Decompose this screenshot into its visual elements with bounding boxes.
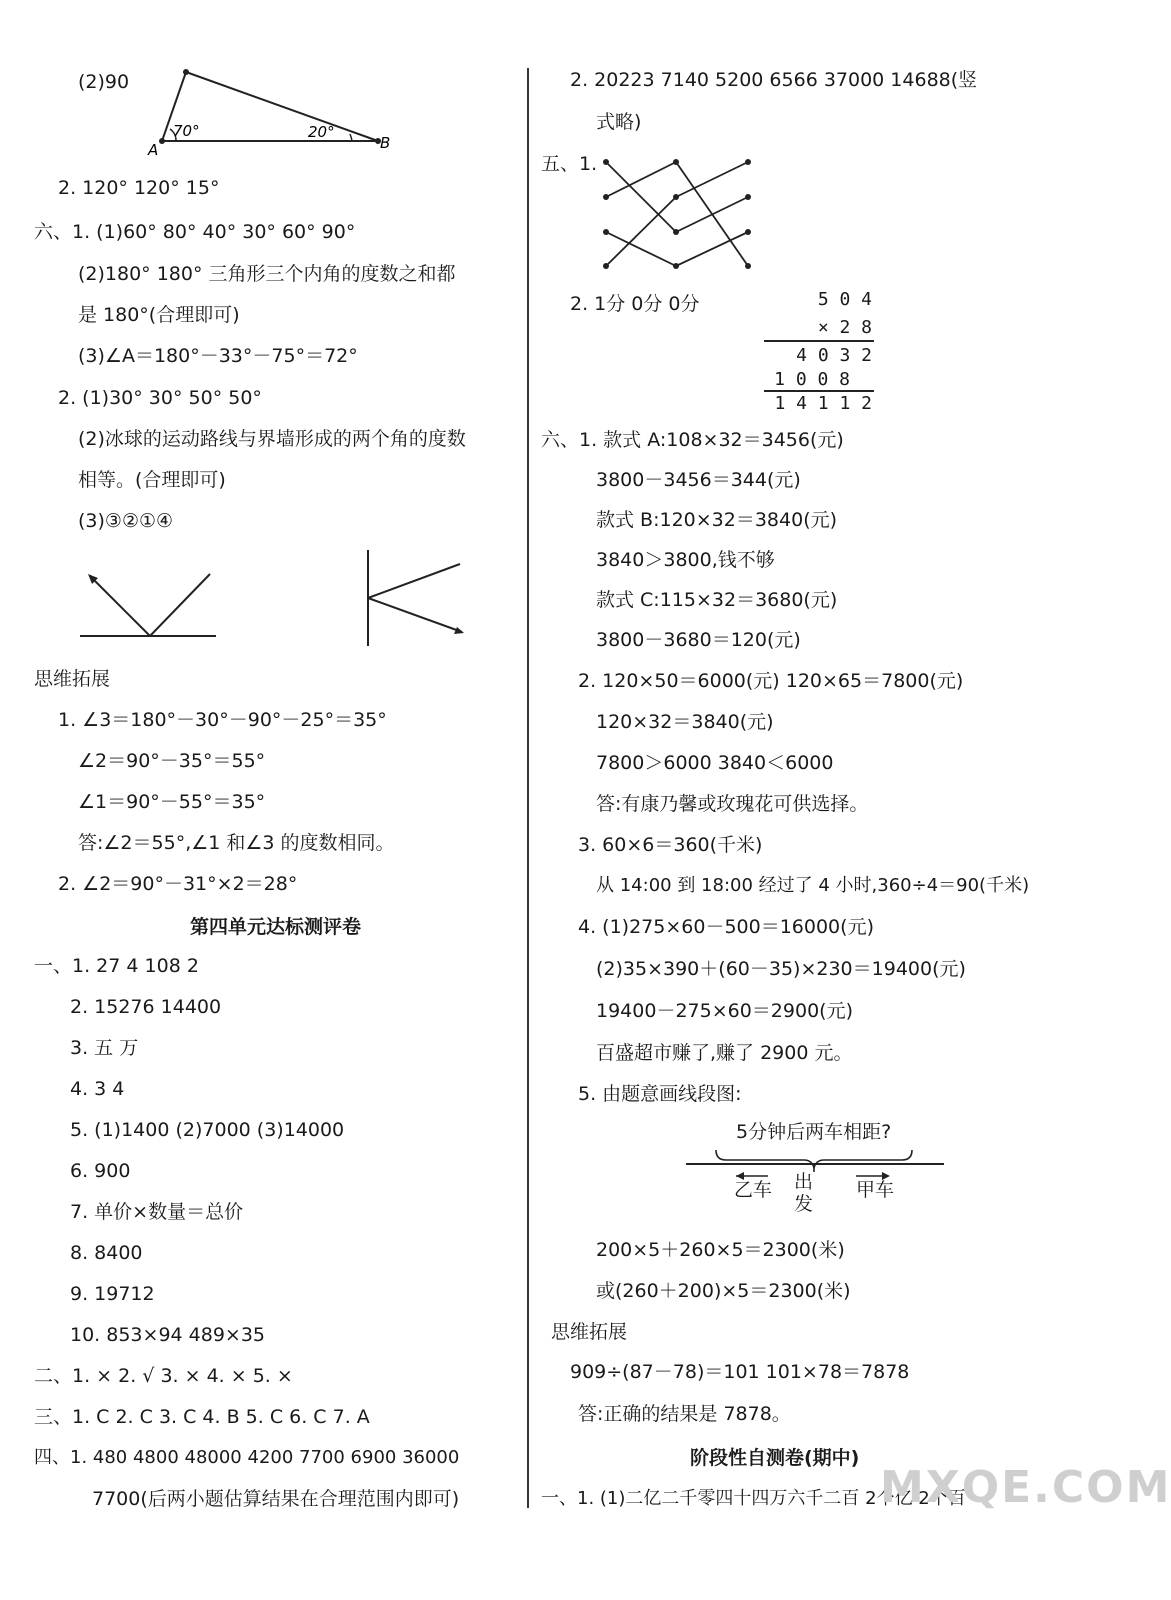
calc-row: 1 4 1 1 2: [774, 393, 872, 414]
answer-line: 四、1. 480 4800 48000 4200 7700 6900 36000: [34, 1447, 460, 1468]
answer-line: 2. 120° 120° 15°: [58, 177, 220, 199]
calc-row: × 2 8: [817, 317, 872, 338]
answer-line: 909÷(87－78)＝101 101×78＝7878: [570, 1361, 910, 1383]
answer-line: 从 14:00 到 18:00 经过了 4 小时,360÷4＝90(千米): [596, 875, 1030, 896]
diagram-question: 5分钟后两车相距?: [736, 1121, 892, 1143]
section-heading: 思维拓展: [551, 1321, 628, 1343]
answer-line: 2. 120×50＝6000(元) 120×65＝7800(元): [578, 670, 964, 692]
answer-line: 一、1. 27 4 108 2: [34, 955, 199, 977]
reflection-figure-1: [80, 568, 220, 640]
answer-line: 7700(后两小题估算结果在合理范围内即可): [92, 1488, 460, 1510]
answer-line: 款式 B:120×32＝3840(元): [596, 509, 838, 531]
answer-line: 10. 853×94 489×35: [70, 1324, 266, 1346]
answer-line: (3)∠A＝180°－33°－75°＝72°: [78, 345, 358, 367]
start-label: 发: [794, 1193, 814, 1215]
answer-line: 款式 C:115×32＝3680(元): [596, 589, 838, 611]
answer-line: (2)180° 180° 三角形三个内角的度数之和都: [78, 263, 456, 285]
answer-line: 5. 由题意画线段图:: [578, 1083, 742, 1105]
answer-line: (2)90: [78, 71, 130, 93]
watermark: MXQE.COM: [880, 1462, 1171, 1513]
answer-line: 6. 900: [70, 1160, 131, 1182]
answer-line: 4. 3 4: [70, 1078, 125, 1100]
calc-row: 1 0 0 8: [774, 369, 850, 390]
answer-line: 三、1. C 2. C 3. C 4. B 5. C 6. C 7. A: [34, 1406, 370, 1428]
answer-line: 3. 60×6＝360(千米): [578, 834, 763, 856]
section-heading: 思维拓展: [34, 668, 111, 690]
point-a-label: A: [148, 141, 159, 159]
answer-line: 2. ∠2＝90°－31°×2＝28°: [58, 873, 298, 895]
answer-line: 200×5＋260×5＝2300(米): [596, 1239, 845, 1261]
answer-line: 2. 15276 14400: [70, 996, 222, 1018]
answer-line: 3840＞3800,钱不够: [596, 549, 775, 571]
answer-line: 五、1.: [541, 153, 598, 175]
answer-line: 式略): [596, 111, 642, 133]
reflection-figure-2: [360, 548, 470, 648]
answer-line: 7800＞6000 3840＜6000: [596, 752, 834, 774]
answer-line: 一、1. (1)二亿二千零四十四万六千二百 2个亿 2个百: [541, 1488, 966, 1509]
angle-b-label: 20°: [308, 123, 335, 141]
calc-row: 4 0 3 2: [796, 345, 872, 366]
answer-line: 3800－3680＝120(元): [596, 629, 801, 651]
angle-a-label: 70°: [173, 122, 200, 140]
answer-line: ∠1＝90°－55°＝35°: [78, 791, 266, 813]
answer-line: (2)冰球的运动路线与界墙形成的两个角的度数: [78, 428, 466, 450]
answer-line: 2. 1分 0分 0分: [570, 293, 700, 315]
answer-line: 120×32＝3840(元): [596, 711, 774, 733]
answer-line: 9. 19712: [70, 1283, 155, 1305]
answer-line: 3. 五 万: [70, 1037, 139, 1059]
answer-line: (3)③②①④: [78, 510, 174, 532]
answer-line: 2. 20223 7140 5200 6566 37000 14688(竖: [570, 69, 978, 91]
answer-line: 答:∠2＝55°,∠1 和∠3 的度数相同。: [78, 832, 395, 854]
point-b-label: B: [380, 134, 391, 152]
answer-line: 百盛超市赚了,赚了 2900 元。: [596, 1042, 853, 1064]
car-label-left: 乙车: [734, 1179, 773, 1201]
answer-line: 或(260＋200)×5＝2300(米): [596, 1280, 851, 1302]
answer-line: 2. (1)30° 30° 50° 50°: [58, 387, 262, 409]
answer-line: 3800－3456＝344(元): [596, 469, 801, 491]
triangle-figure: [140, 65, 400, 160]
answer-line: 答:正确的结果是 7878。: [578, 1403, 791, 1425]
section-title: 第四单元达标测评卷: [190, 916, 362, 938]
column-divider: [527, 68, 529, 1508]
answer-line: 相等。(合理即可): [78, 469, 226, 491]
answer-line: 7. 单价×数量＝总价: [70, 1201, 244, 1223]
answer-line: 19400－275×60＝2900(元): [596, 1000, 853, 1022]
calc-row: 5 0 4: [817, 289, 872, 310]
section-title: 阶段性自测卷(期中): [690, 1447, 860, 1469]
answer-line: 1. ∠3＝180°－30°－90°－25°＝35°: [58, 709, 387, 731]
segment-diagram: [686, 1120, 946, 1218]
start-label: 出: [794, 1171, 814, 1193]
car-label-right: 甲车: [856, 1179, 895, 1201]
answer-line: 8. 8400: [70, 1242, 143, 1264]
answer-line: 六、1. (1)60° 80° 40° 30° 60° 90°: [34, 221, 356, 243]
answer-line: (2)35×390＋(60－35)×230＝19400(元): [596, 958, 966, 980]
answer-line: 5. (1)1400 (2)7000 (3)14000: [70, 1119, 345, 1141]
answer-line: ∠2＝90°－35°＝55°: [78, 750, 266, 772]
answer-line: 二、1. × 2. √ 3. × 4. × 5. ×: [34, 1365, 293, 1387]
answer-line: 是 180°(合理即可): [78, 304, 240, 326]
answer-line: 答:有康乃馨或玫瑰花可供选择。: [596, 793, 869, 815]
answer-line: 4. (1)275×60－500＝16000(元): [578, 916, 874, 938]
answer-line: 六、1. 款式 A:108×32＝3456(元): [541, 429, 844, 451]
matching-figure: [598, 152, 758, 272]
